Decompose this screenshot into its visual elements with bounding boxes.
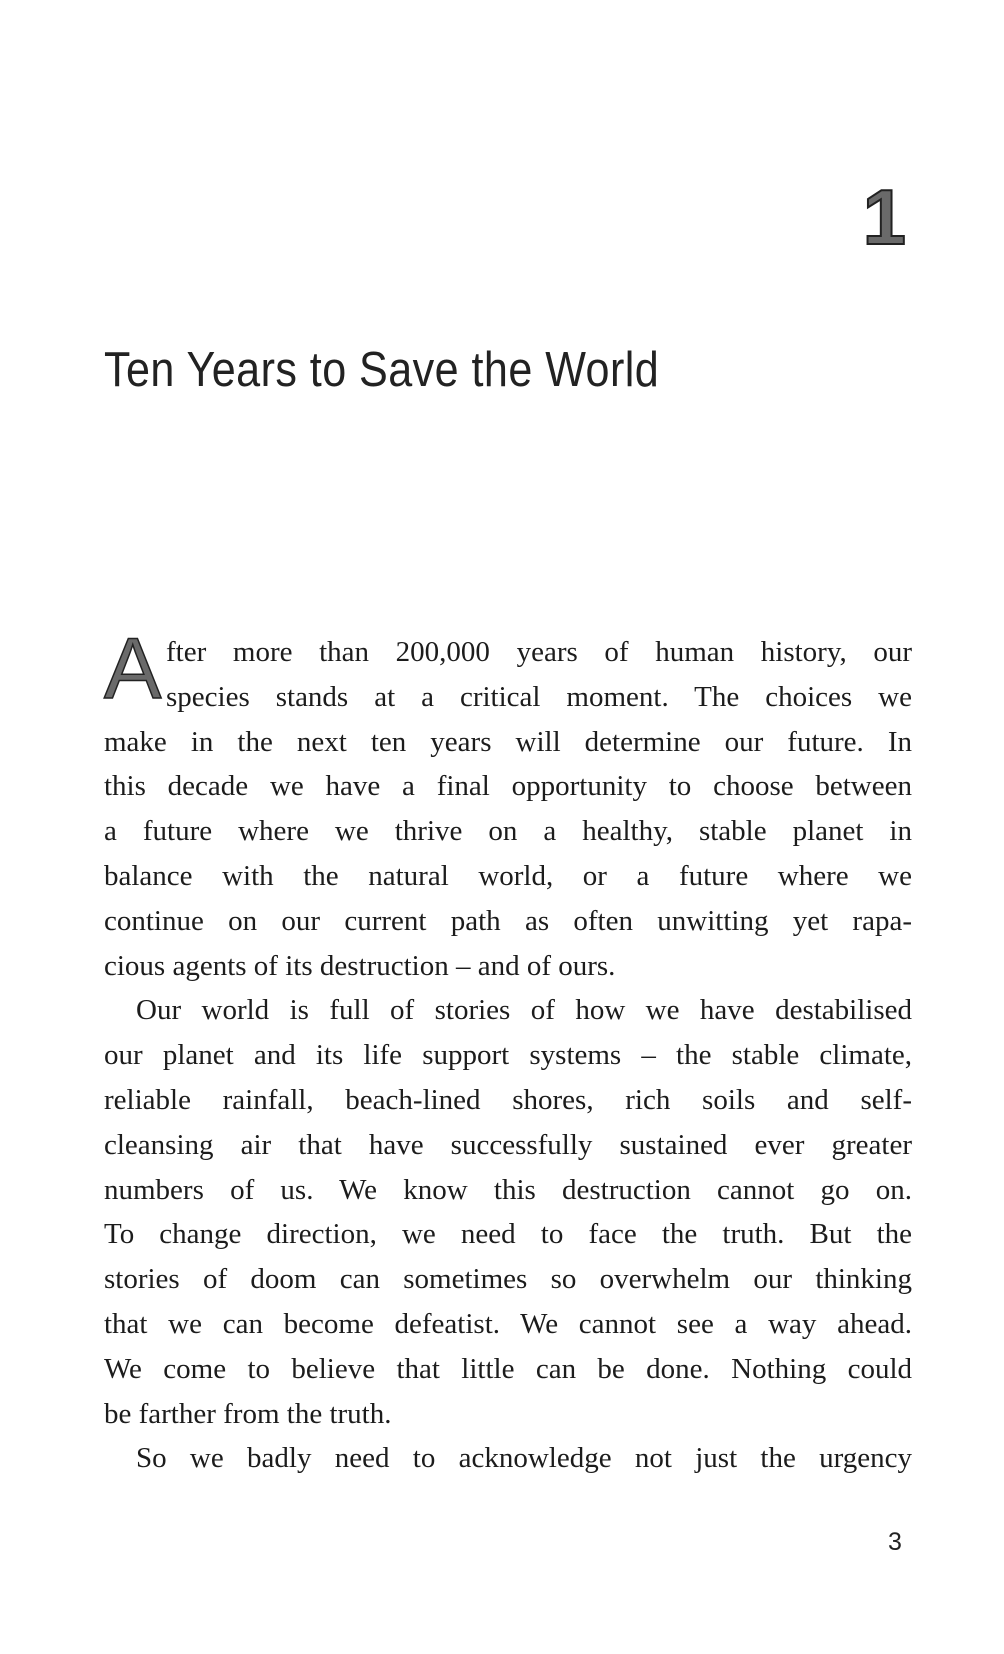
text-line: reliable rainfall, beach-lined shores, rich soils and self- [104, 1083, 912, 1116]
text-line: our planet and its life support systems – the stable climate, [104, 1039, 912, 1072]
drop-cap: A [104, 621, 162, 717]
text-line: species stands at a critical moment. The choices we [166, 680, 912, 713]
body-text [104, 630, 912, 1481]
text-line: balance with the natural world, or a future where we [104, 859, 912, 892]
text-line: cious agents of its destruction – and of ours. [104, 949, 616, 982]
text-line: fter more than 200,000 years of human history, our [166, 636, 912, 668]
text-line: this decade we have a final opportunity to choose between [104, 770, 912, 803]
text-line: stories of doom can sometimes so overwhelm our thinking [104, 1263, 912, 1296]
text-line: We come to believe that little can be done. Nothing could [104, 1352, 912, 1385]
text-line: continue on our current path as often unwitting yet rapa- [104, 904, 912, 937]
text-line: So we badly need to acknowledge not just the urgency [136, 1442, 912, 1475]
text-line: cleansing air that have successfully sustained ever greater [104, 1128, 912, 1161]
text-line: To change direction, we need to face the truth. But the [104, 1218, 912, 1251]
text-line: be farther from the truth. [104, 1397, 392, 1430]
page-number: 3 [888, 1528, 902, 1556]
text-line: numbers of us. We know this destruction cannot go on. [104, 1173, 912, 1206]
text-line: Our world is full of stories of how we have destabilised [136, 994, 912, 1027]
text-line: a future where we thrive on a healthy, stable planet in [104, 815, 912, 848]
text-line: make in the next ten years will determine our future. In [104, 725, 912, 758]
chapter-title: Ten Years to Save the World [104, 343, 660, 397]
text-line: that we can become defeatist. We cannot see a way ahead. [104, 1307, 912, 1340]
chapter-number: 1 [862, 173, 906, 261]
